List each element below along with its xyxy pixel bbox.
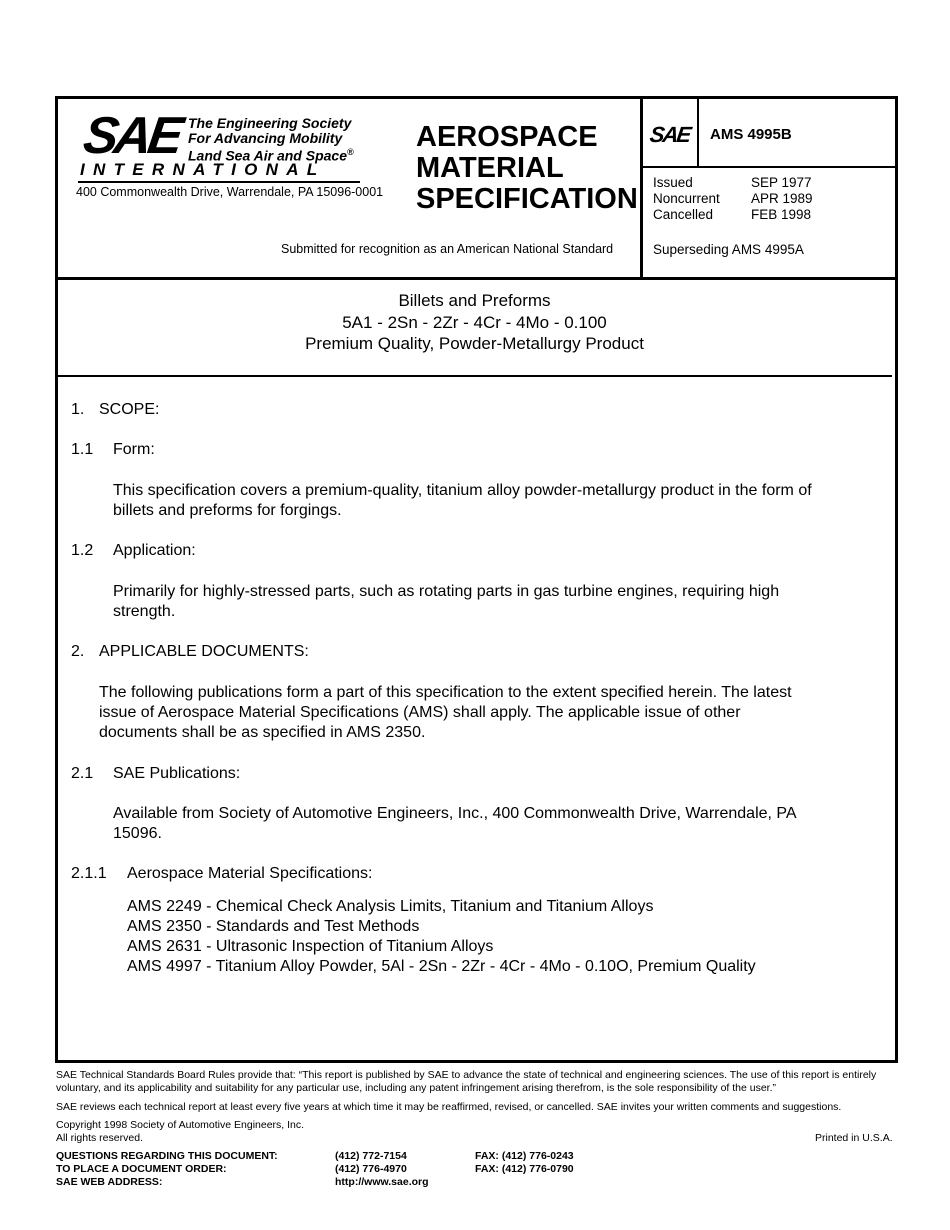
contact-phones: (412) 772-7154 (412) 776-4970 http://www.sae.org <box>335 1150 429 1188</box>
ansi-note: Submitted for recognition as an American National Standard <box>281 242 614 256</box>
logo-rule <box>78 181 360 183</box>
sae-address: 400 Commonwealth Drive, Warrendale, PA 15096-0001 <box>76 185 384 199</box>
reference-item: AMS 4997 - Titanium Alloy Powder, 5Al - 2Sn - 2Zr - 4Cr - 4Mo - 0.10O, Premium Quality <box>127 958 756 975</box>
header-bottom-rule <box>55 277 895 280</box>
document-type-title <box>416 122 638 215</box>
section-2-text-1: The following publications form a part of this specification to the extent specified herein. The latest <box>99 684 792 701</box>
date-row-cancelled: Cancelled FEB 1998 <box>653 207 812 222</box>
small-sae-logo: SAE <box>648 122 692 147</box>
logo-box-divider <box>697 96 699 166</box>
issue-dates <box>653 175 813 223</box>
section-1-1-text-1: This specification covers a premium-quality, titanium alloy powder-metallurgy product in the form of <box>113 482 812 499</box>
tagline-line-3: Land Sea Air and Space <box>188 147 347 164</box>
sae-logo: SAE <box>79 107 183 165</box>
section-2-heading: 2. APPLICABLE DOCUMENTS: <box>71 643 309 660</box>
subject-bottom-rule <box>58 375 892 377</box>
registered-mark: ® <box>346 147 354 157</box>
section-1-1-heading: 1.1 Form: <box>71 441 155 458</box>
review-note: SAE reviews each technical report at least every five years at which time it may be reaffirmed, revised, or cancelled. SAE invites your written comments and suggestions. <box>56 1101 842 1113</box>
section-1-1-text-2: billets and preforms for forgings. <box>113 502 342 519</box>
sae-web-link[interactable]: http://www.sae.org <box>335 1176 429 1188</box>
subject-line-2: 5A1 - 2Sn - 2Zr - 4Cr - 4Mo - 0.100 <box>342 312 607 332</box>
copyright-note: Copyright 1998 Society of Automotive Engineers, Inc. All rights reserved. <box>56 1119 305 1144</box>
date-row-issued: Issued SEP 1977 <box>653 175 812 190</box>
spec-number: AMS 4995B <box>710 126 792 143</box>
printed-in: Printed in U.S.A. <box>815 1132 893 1144</box>
section-1-2-heading: 1.2 Application: <box>71 542 196 559</box>
subject-line-3: Premium Quality, Powder-Metallurgy Product <box>305 334 644 353</box>
contact-faxes: FAX: (412) 776-0243 FAX: (412) 776-0790 <box>475 1150 574 1175</box>
section-2-1-heading: 2.1 SAE Publications: <box>71 765 241 782</box>
section-2-1-text-1: Available from Society of Automotive Engineers, Inc., 400 Commonwealth Drive, Warrendale, PA <box>113 805 797 822</box>
contact-labels: QUESTIONS REGARDING THIS DOCUMENT: TO PLACE A DOCUMENT ORDER: SAE WEB ADDRESS: <box>56 1150 278 1188</box>
section-2-text-3: documents shall be as specified in AMS 2350. <box>99 724 426 741</box>
document-subject <box>58 290 891 355</box>
section-2-text-2: issue of Aerospace Material Specifications (AMS) shall apply. The applicable issue of other <box>99 704 741 721</box>
spec-number-rule <box>643 166 895 168</box>
section-1-heading: 1. SCOPE: <box>71 401 160 418</box>
subject-line-1: Billets and Preforms <box>398 291 551 310</box>
international-label: INTERNATIONAL <box>80 160 326 179</box>
section-1-2-text-1: Primarily for highly-stressed parts, such as rotating parts in gas turbine engines, requiring high <box>113 583 780 600</box>
tagline-line-1: The Engineering Society <box>188 115 352 131</box>
tsb-rules-note: SAE Technical Standards Board Rules provide that: “This report is published by SAE to advance the state of technical and engineering sciences. The use of this report is entirely voluntary, and its applicability and suitability for any particular use, including any patent infringement arising therefrom, is the sole responsibility of the user.” <box>56 1069 877 1094</box>
section-2-1-text-2: 15096. <box>113 825 162 842</box>
tagline-line-2: For Advancing Mobility <box>188 129 343 146</box>
reference-item: AMS 2249 - Chemical Check Analysis Limits, Titanium and Titanium Alloys <box>127 898 654 915</box>
title-line-1: AEROSPACE <box>416 121 598 153</box>
sae-tagline <box>188 116 354 163</box>
title-line-2: MATERIAL <box>416 152 564 184</box>
title-line-3: SPECIFICATION <box>416 183 638 215</box>
reference-item: AMS 2631 - Ultrasonic Inspection of Titanium Alloys <box>127 938 494 955</box>
section-2-1-1-heading: 2.1.1 Aerospace Material Specifications: <box>71 865 373 882</box>
superseding-note: Superseding AMS 4995A <box>653 242 804 257</box>
header-divider <box>640 96 643 278</box>
reference-item: AMS 2350 - Standards and Test Methods <box>127 918 420 935</box>
section-1-2-text-2: strength. <box>113 603 176 620</box>
date-row-noncurrent: Noncurrent APR 1989 <box>653 191 813 206</box>
